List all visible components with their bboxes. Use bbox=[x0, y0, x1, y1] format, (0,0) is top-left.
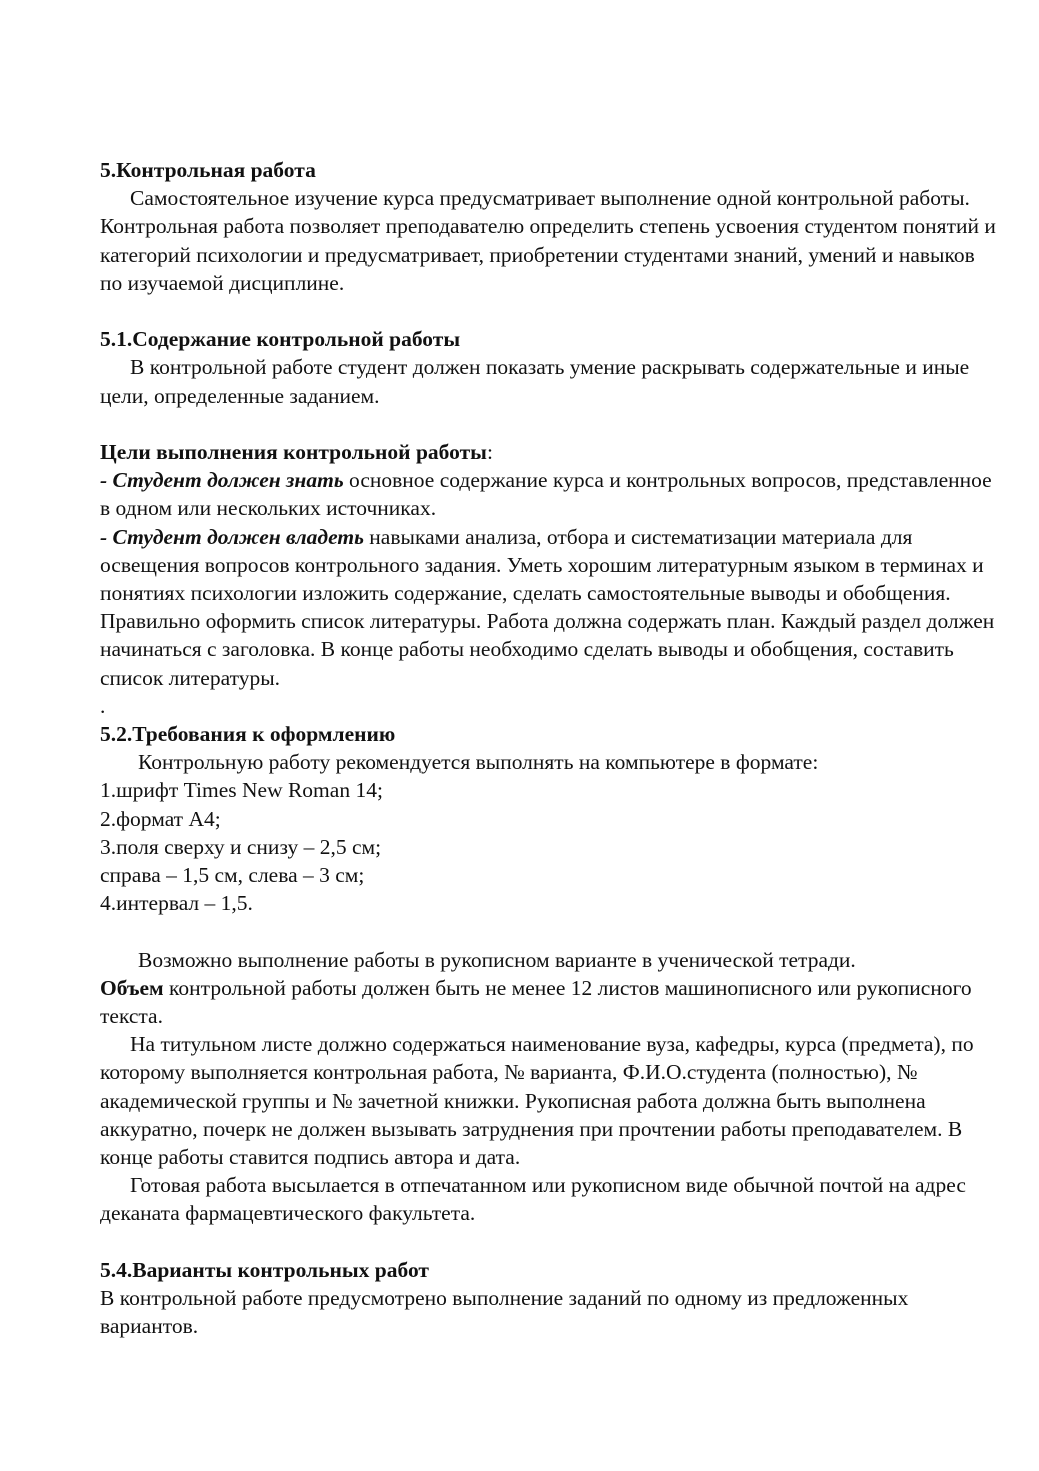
format-item: 1.шрифт Times New Roman 14; bbox=[100, 778, 383, 803]
section-5-2-title: 5.2.Требования к оформлению bbox=[100, 722, 396, 747]
section-5-paragraph: Самостоятельное изучение курса предусматривает выполнение одной контрольной работы. Контрольная работа позволяет преподавателю определить степень усвоения студентом понятий и категорий психологии и предусматривает, приобретении студентами знаний, умений и навыков по изучаемой дисциплине. bbox=[100, 186, 996, 295]
section-5-1-paragraph: В контрольной работе студент должен показать умение раскрывать содержательные и иные цели, определенные заданием. bbox=[100, 355, 970, 408]
format-item: справа – 1,5 см, слева – 3 см; bbox=[100, 863, 365, 888]
section-5-title: 5.Контрольная работа bbox=[100, 158, 316, 182]
format-item: 2.формат А4; bbox=[100, 806, 221, 831]
format-item: 4.интервал – 1,5. bbox=[100, 891, 253, 916]
sending-paragraph: Готовая работа высылается в отпечатанном или рукописном виде обычной почтой на адрес деканата фармацевтического факультета. bbox=[100, 1173, 966, 1226]
goal-item-know bbox=[100, 466, 1000, 522]
section-5-2-intro: Контрольную работу рекомендуется выполнять на компьютере в формате: bbox=[138, 750, 819, 775]
volume-lead: Объем bbox=[100, 975, 164, 1000]
goal-item-know-text: основное содержание курса и контрольных вопросов, представленное в одном или нескольких источниках. bbox=[100, 468, 992, 521]
spacer bbox=[100, 297, 1000, 325]
goal-item-master-lead: - Студент должен владеть bbox=[100, 524, 364, 549]
handwritten-note: Возможно выполнение работы в рукописном варианте в ученической тетради. bbox=[138, 947, 856, 972]
spacer bbox=[100, 917, 1000, 945]
section-5-4-paragraph: В контрольной работе предусмотрено выполнение заданий по одному из предложенных вариантов. bbox=[100, 1286, 909, 1339]
goals-heading bbox=[100, 438, 1000, 466]
section-5-4-title: 5.4.Варианты контрольных работ bbox=[100, 1257, 429, 1282]
goals-colon: : bbox=[486, 440, 493, 464]
goal-item-know-lead: - Студент должен знать bbox=[100, 468, 344, 493]
goals-title: Цели выполнения контрольной работы bbox=[100, 440, 487, 464]
title-page-paragraph: На титульном листе должно содержаться наименование вуза, кафедры, курса (предмета), по которому выполняется контрольная работа, № варианта, Ф.И.О.студента (полностью), № академической группы и № зачетной книжки. Рукописная работа должна быть выполнена аккуратно, почерк не должен вызывать затруднения при прочтении работы преподавателем. В конце работы ставится подпись автора и дата. bbox=[100, 1032, 974, 1170]
goal-item-master-text: навыками анализа, отбора и систематизации материала для освещения вопросов контрольного задания. Уметь хорошим литературным языком в терминах и понятиях психологии изложить содержание, сделать самостоятельные выводы и обобщения. Правильно оформить список литературы. Работа должна содержать план. Каждый раздел должен начинаться с заголовка. В конце работы необходимо сделать выводы и обобщения, составить список литературы. bbox=[100, 524, 995, 690]
format-item: 3.поля сверху и снизу – 2,5 см; bbox=[100, 834, 382, 859]
volume-paragraph bbox=[100, 974, 1000, 1030]
document-page bbox=[100, 156, 1000, 1340]
spacer bbox=[100, 1228, 1000, 1256]
volume-text: контрольной работы должен быть не менее 12 листов машинописного или рукописного текста. bbox=[100, 975, 972, 1029]
stray-dot: . bbox=[100, 693, 106, 718]
spacer bbox=[100, 410, 1000, 438]
section-5-1-title: 5.1.Содержание контрольной работы bbox=[100, 327, 461, 352]
goal-item-master bbox=[100, 523, 1000, 692]
